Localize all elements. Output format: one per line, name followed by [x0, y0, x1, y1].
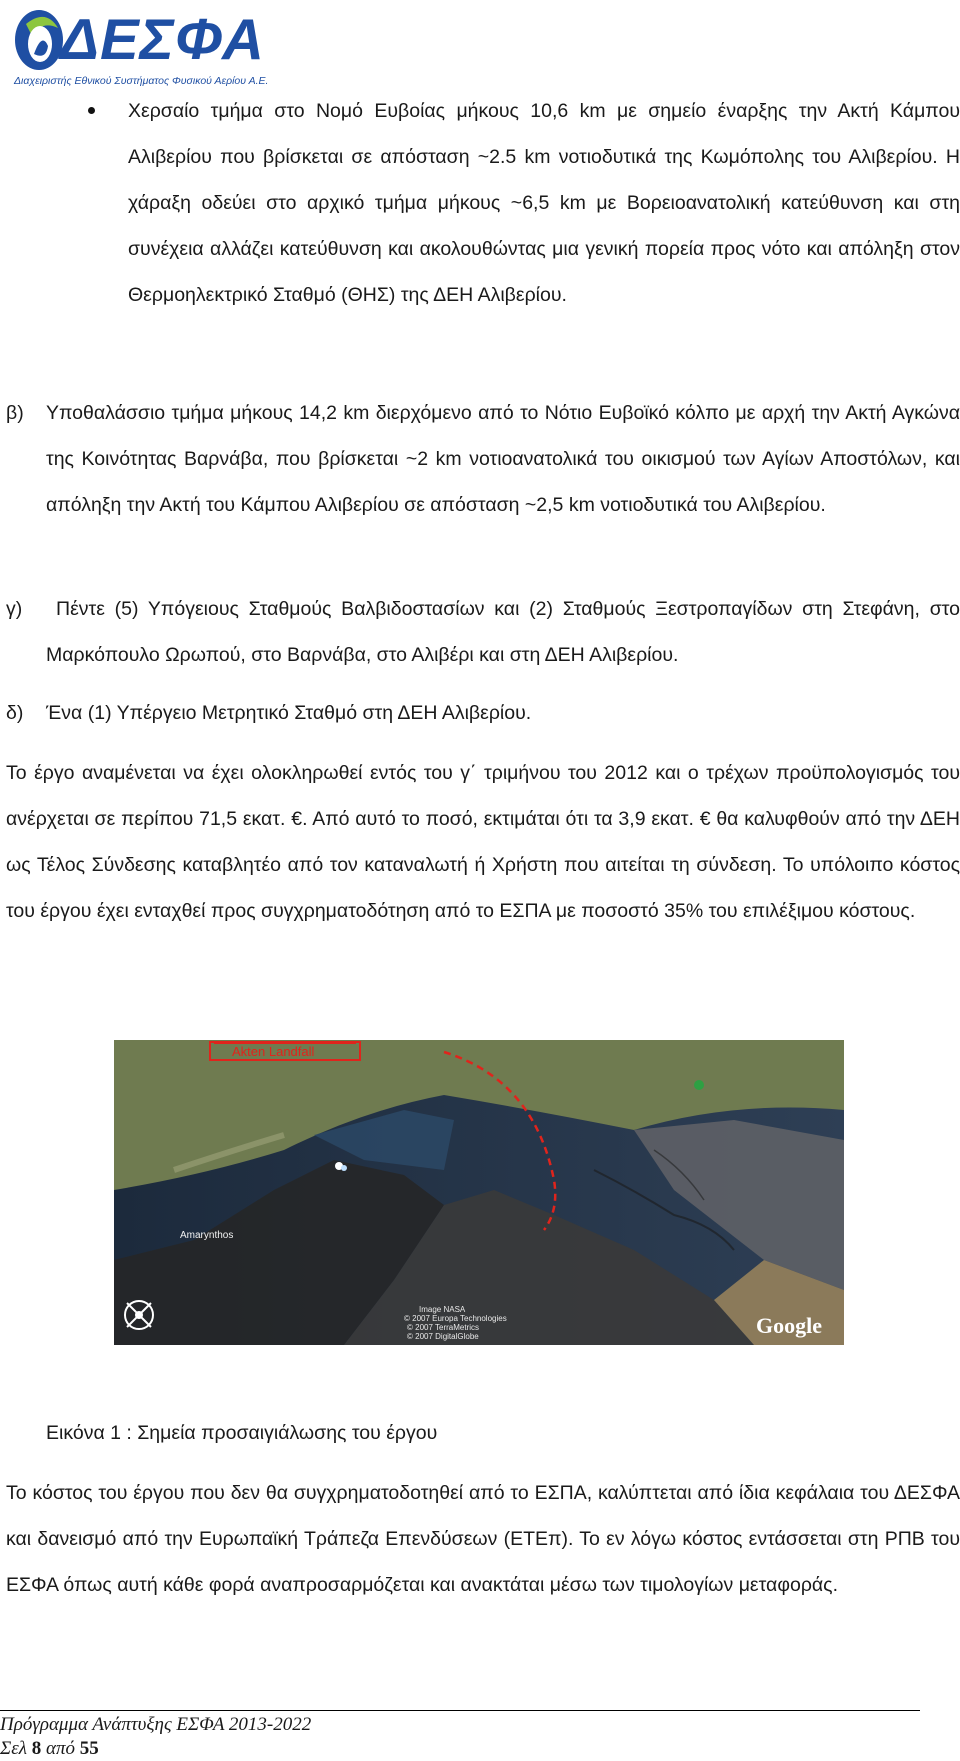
footer-divider: [0, 1710, 920, 1711]
list-marker: β): [6, 402, 24, 424]
page-separator: από: [46, 1738, 76, 1759]
map-copyright-3: © 2007 TerraMetrics: [407, 1323, 479, 1332]
bullet-icon: [88, 107, 95, 114]
page-prefix: Σελ: [0, 1738, 28, 1759]
map-label-landfall: Akten Landfall: [232, 1044, 315, 1059]
list-item-c: [6, 586, 960, 678]
map-copyright-4: © 2007 DigitalGlobe: [407, 1332, 479, 1341]
list-item-d: [6, 690, 960, 736]
page-current: 8: [31, 1738, 42, 1759]
list-marker: δ): [6, 702, 24, 724]
list-item-text: Υποθαλάσσιο τμήμα μήκους 14,2 km διερχόμενο από το Νότιο Ευβοϊκό κόλπο με αρχή την Ακτή Αγκώνα της Κοινότητας Βαρνάβα, που βρίσκεται ~2 km νοτιοανατολικά του οικισμού των Αγίων Αποστόλων, και απόληξη την Ακτή του Κάμπου Αλιβερίου σε απόσταση ~2,5 km νοτιοδυτικά του Αλιβερίου.: [46, 402, 960, 516]
footer-page-number: [0, 1738, 99, 1760]
paragraph-financing: Το κόστος του έργου που δεν θα συγχρηματοδοτηθεί από το ΕΣΠΑ, καλύπτεται από ίδια κεφάλαια του ΔΕΣΦΑ και δανεισμό από την Ευρωπαϊκή Τράπεζα Επενδύσεων (ΕΤΕπ). Το εν λόγω κόστος εντάσσεται στη ΡΠΒ του ΕΣΦΑ όπως αυτή κάθε φορά αναπροσαρμόζεται και ανακτάται μέσω των τιμολογίων μεταφοράς.: [6, 1482, 960, 1596]
figure-caption: Εικόνα 1 : Σημεία προσαιγιάλωσης του έργου: [46, 1422, 438, 1444]
list-item-text: Ένα (1) Υπέργειο Μετρητικό Σταθμό στη ΔΕΗ Αλιβερίου.: [46, 702, 532, 724]
map-label-town: Amarynthos: [180, 1230, 234, 1241]
bullet-item-text: Χερσαίο τμήμα στο Νομό Ευβοίας μήκους 10,6 km με σημείο έναρξης την Ακτή Κάμπου Αλιβερίου που βρίσκεται σε απόσταση ~2.5 km νοτιοδυτικά της Κωμόπολης του Αλιβερίου. Η χάραξη οδεύει στο αρχικό τμήμα μήκους ~6,5 km με Βορειοανατολική κατεύθυνση και στη συνέχεια αλλάζει κατεύθυνση και ακολουθώντας μια γενική πορεία προς νότο και απόληξη στον Θερμοηλεκτρικό Σταθμό (ΘΗΣ) της ΔΕΗ Αλιβερίου.: [128, 100, 960, 306]
list-item-text: Πέντε (5) Υπόγειους Σταθμούς Βαλβιδοστασίων και (2) Σταθμούς Ξεστροπαγίδων στη Στεφάνη, στο Μαρκόπουλο Ωρωπού, στο Βαρνάβα, στο Αλιβέρι και στη ΔΕΗ Αλιβερίου.: [46, 598, 960, 666]
list-marker: γ): [6, 598, 23, 620]
page-total: 55: [79, 1738, 99, 1759]
satellite-map-image: [114, 1040, 844, 1345]
logo-subtitle: Διαχειριστής Εθνικού Συστήματος Φυσικού Αερίου Α.Ε.: [14, 75, 269, 87]
map-copyright-2: © 2007 Europa Technologies: [404, 1314, 507, 1323]
list-item-b: [6, 390, 960, 574]
footer-title: Πρόγραμμα Ανάπτυξης ΕΣΦΑ 2013-2022: [0, 1714, 312, 1735]
paragraph-budget: Το έργο αναμένεται να έχει ολοκληρωθεί εντός του γ΄ τριμήνου του 2012 και ο τρέχων προϋπολογισμός του ανέρχεται σε περίπου 71,5 εκατ. €. Από αυτό το ποσό, εκτιμάται ότι τα 3,9 εκατ. € θα καλυφθούν από την ΔΕΗ ως Τέλος Σύνδεσης καταβλητέο από τον καταναλωτή ή Χρήστη που αιτείται τη σύνδεση. Το υπόλοιπο κόστος του έργου έχει ενταχθεί προς συγχρηματοδότηση από το ΕΣΠΑ με ποσοστό 35% του επιλέξιμου κόστους.: [6, 762, 960, 922]
logo-wordmark: ΔΕΣΦΑ: [60, 7, 265, 72]
company-logo: [12, 2, 269, 94]
map-brand-watermark: Google: [756, 1313, 822, 1338]
map-copyright-1: Image NASA: [419, 1305, 466, 1314]
